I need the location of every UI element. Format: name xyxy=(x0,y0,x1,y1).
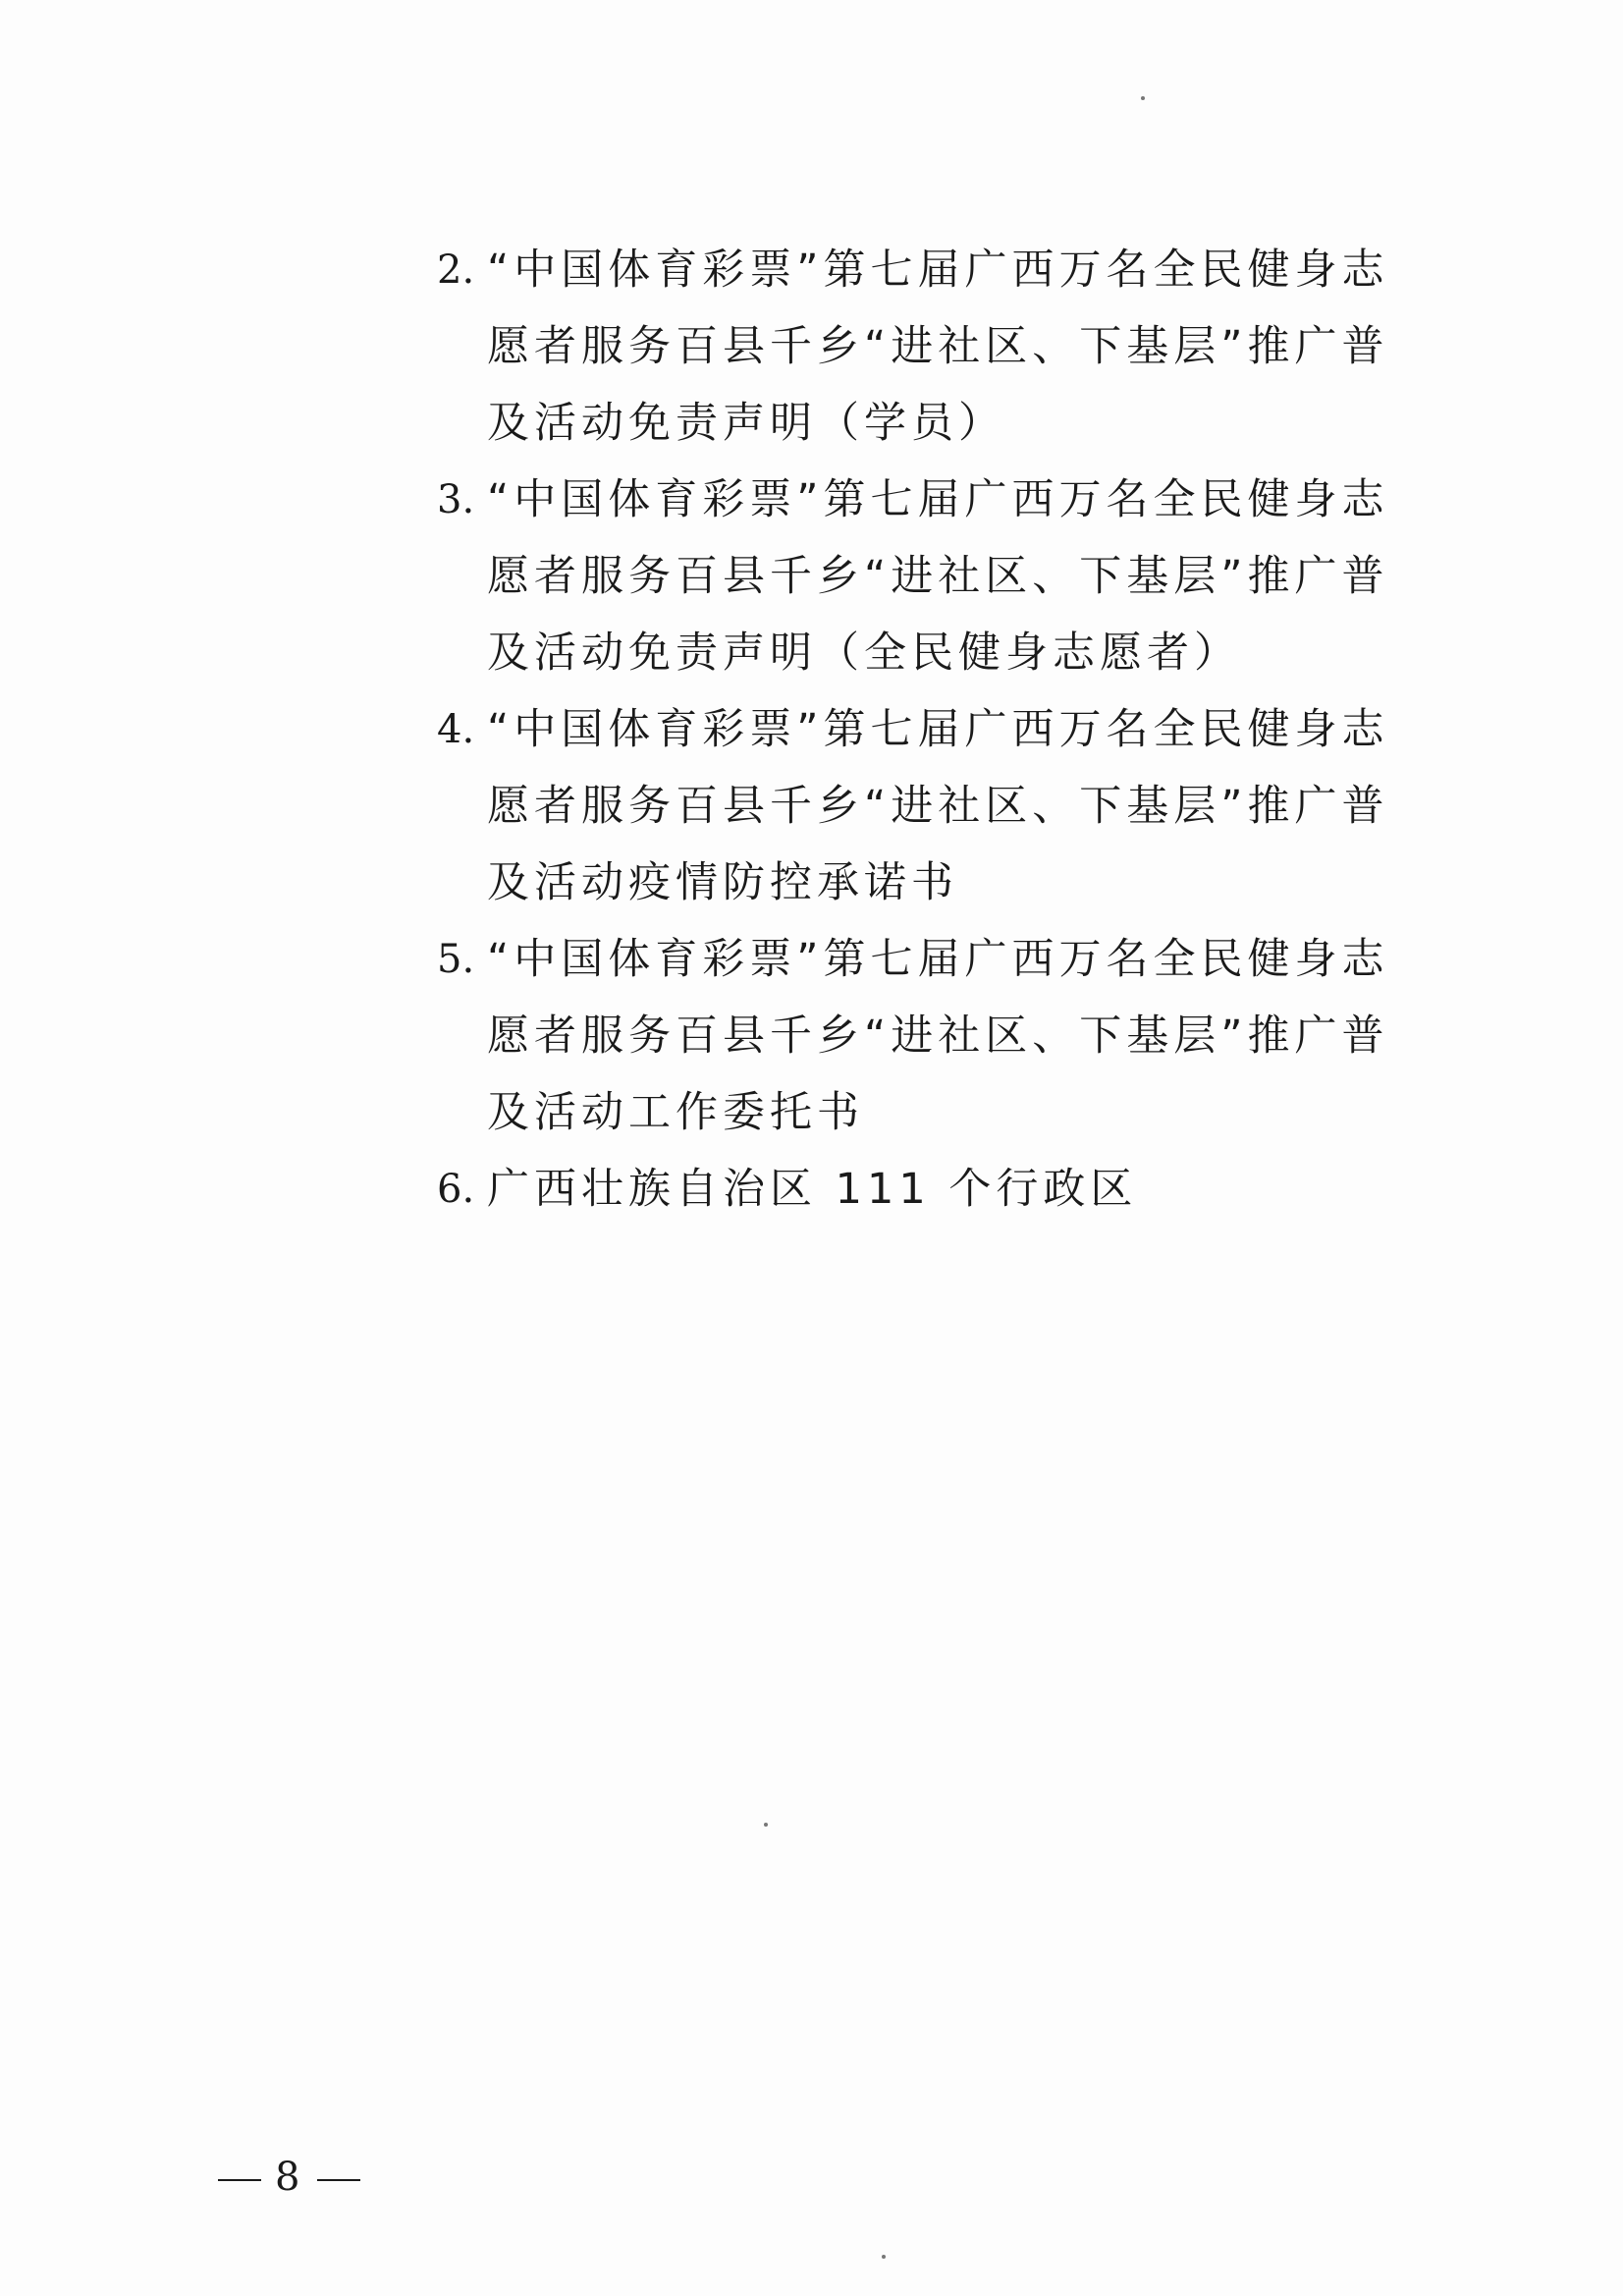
scan-speck xyxy=(764,1823,768,1827)
attachment-number: 2. xyxy=(437,247,475,293)
footer-dash-left xyxy=(218,2179,261,2181)
attachment-title: “中国体育彩票”第七届广西万名全民健身志愿者服务百县千乡“进社区、下基层”推广普及活动免责声明（全民健身志愿者） xyxy=(487,475,1389,678)
attachment-number: 6. xyxy=(437,1167,475,1212)
attachment-number: 4. xyxy=(437,707,475,752)
attachment-item-3 xyxy=(437,462,1419,691)
attachment-number: 3. xyxy=(437,477,475,522)
page-number: 8 xyxy=(275,2155,304,2200)
scan-speck xyxy=(882,2255,886,2259)
attachment-title: “中国体育彩票”第七届广西万名全民健身志愿者服务百县千乡“进社区、下基层”推广普及活动免责声明（学员） xyxy=(487,246,1389,448)
footer-dash-right xyxy=(317,2179,360,2181)
attachment-title: 广西壮族自治区 111 个行政区 xyxy=(487,1165,1138,1214)
scan-speck xyxy=(1141,96,1145,100)
attachment-item-2 xyxy=(437,232,1419,462)
attachment-title: “中国体育彩票”第七届广西万名全民健身志愿者服务百县千乡“进社区、下基层”推广普及活动疫情防控承诺书 xyxy=(487,705,1389,907)
attachment-item-4 xyxy=(437,691,1419,921)
attachment-item-5 xyxy=(437,921,1419,1151)
attachment-list xyxy=(437,232,1419,1228)
attachment-number: 5. xyxy=(437,937,475,982)
page-footer xyxy=(218,2153,360,2202)
attachment-title: “中国体育彩票”第七届广西万名全民健身志愿者服务百县千乡“进社区、下基层”推广普及活动工作委托书 xyxy=(487,935,1389,1137)
attachment-item-6 xyxy=(437,1151,1419,1228)
